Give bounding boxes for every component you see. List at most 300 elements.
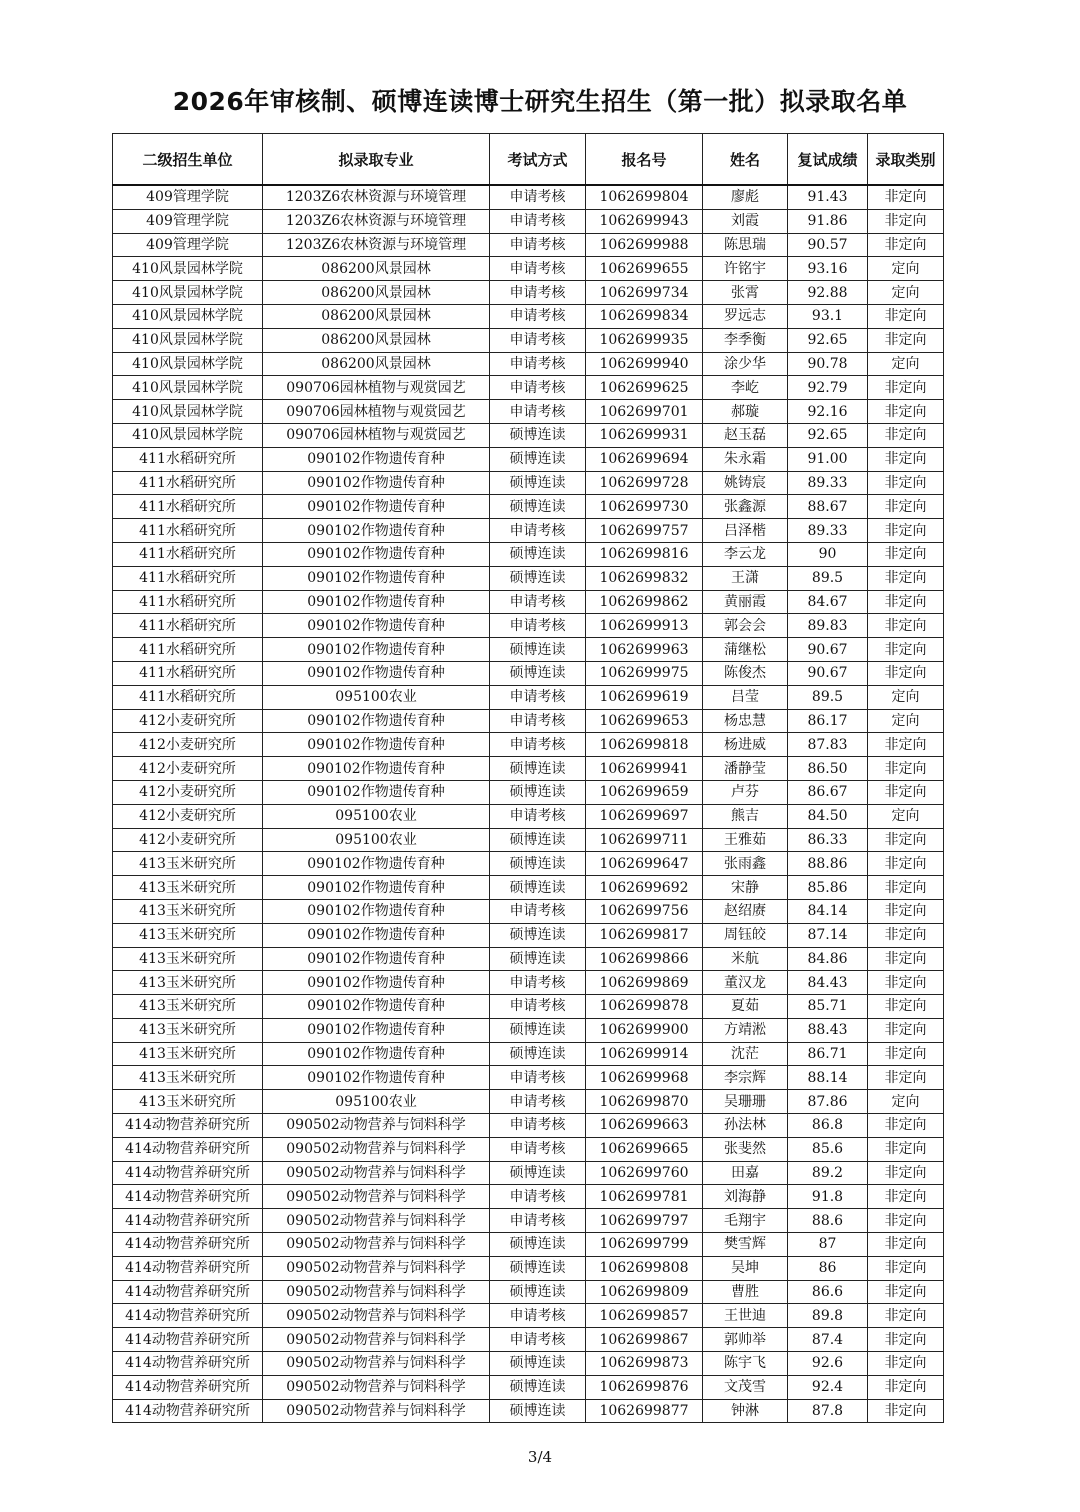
registration-number-cell: 1062699935: [586, 328, 703, 352]
exam-method-cell: 硕博连读: [490, 471, 586, 495]
exam-method-cell: 硕博连读: [490, 828, 586, 852]
score-cell: 91.86: [788, 209, 868, 233]
category-cell: 定向: [868, 352, 944, 376]
name-cell: 陈俊杰: [703, 661, 788, 685]
unit-cell: 411水稻研究所: [113, 590, 263, 614]
score-cell: 86.6: [788, 1280, 868, 1304]
major-cell: 1203Z6农林资源与环境管理: [263, 233, 490, 257]
table-row: [113, 304, 944, 328]
category-cell: 非定向: [868, 923, 944, 947]
registration-number-cell: 1062699797: [586, 1209, 703, 1233]
name-cell: 米航: [703, 947, 788, 971]
score-cell: 90.78: [788, 352, 868, 376]
exam-method-cell: 申请考核: [490, 400, 586, 424]
registration-number-cell: 1062699870: [586, 1090, 703, 1114]
document-title: 2026年审核制、硕博连读博士研究生招生（第一批）拟录取名单: [172, 87, 908, 116]
name-cell: 王潇: [703, 566, 788, 590]
major-cell: 090502动物营养与饲料科学: [263, 1114, 490, 1138]
unit-cell: 411水稻研究所: [113, 685, 263, 709]
registration-number-cell: 1062699975: [586, 661, 703, 685]
exam-method-cell: 硕博连读: [490, 1375, 586, 1399]
table-row: [113, 352, 944, 376]
table-row: [113, 1209, 944, 1233]
category-cell: 非定向: [868, 590, 944, 614]
category-cell: 非定向: [868, 1185, 944, 1209]
unit-cell: 409管理学院: [113, 233, 263, 257]
category-cell: 非定向: [868, 1328, 944, 1352]
unit-cell: 411水稻研究所: [113, 495, 263, 519]
table-row: [113, 1304, 944, 1328]
registration-number-cell: 1062699941: [586, 757, 703, 781]
unit-cell: 413玉米研究所: [113, 947, 263, 971]
unit-cell: 413玉米研究所: [113, 1066, 263, 1090]
score-cell: 88.43: [788, 1018, 868, 1042]
exam-method-cell: 硕博连读: [490, 1256, 586, 1280]
name-cell: 郭帅举: [703, 1328, 788, 1352]
unit-cell: 413玉米研究所: [113, 1042, 263, 1066]
registration-number-cell: 1062699692: [586, 876, 703, 900]
major-cell: 090102作物遗传育种: [263, 757, 490, 781]
table-row: [113, 1233, 944, 1257]
exam-method-cell: 申请考核: [490, 304, 586, 328]
score-cell: 87.86: [788, 1090, 868, 1114]
table-row: [113, 995, 944, 1019]
major-cell: 090102作物遗传育种: [263, 733, 490, 757]
registration-number-cell: 1062699988: [586, 233, 703, 257]
exam-method-cell: 硕博连读: [490, 1233, 586, 1257]
major-cell: 090502动物营养与饲料科学: [263, 1280, 490, 1304]
name-cell: 许铭宇: [703, 257, 788, 281]
major-cell: 090102作物遗传育种: [263, 519, 490, 543]
table-row: [113, 328, 944, 352]
score-cell: 86.8: [788, 1114, 868, 1138]
unit-cell: 410风景园林学院: [113, 423, 263, 447]
name-cell: 张雨鑫: [703, 852, 788, 876]
unit-cell: 414动物营养研究所: [113, 1328, 263, 1352]
exam-method-cell: 申请考核: [490, 899, 586, 923]
table-row: [113, 757, 944, 781]
name-cell: 张斐然: [703, 1137, 788, 1161]
exam-method-cell: 硕博连读: [490, 566, 586, 590]
table-row: [113, 1137, 944, 1161]
table-row: [113, 804, 944, 828]
score-cell: 89.5: [788, 566, 868, 590]
major-cell: 090502动物营养与饲料科学: [263, 1375, 490, 1399]
name-cell: 董汉龙: [703, 971, 788, 995]
registration-number-cell: 1062699653: [586, 709, 703, 733]
major-cell: 090102作物遗传育种: [263, 1018, 490, 1042]
major-cell: 090502动物营养与饲料科学: [263, 1328, 490, 1352]
name-cell: 陈宇飞: [703, 1352, 788, 1376]
exam-method-cell: 申请考核: [490, 685, 586, 709]
score-cell: 88.14: [788, 1066, 868, 1090]
category-cell: 定向: [868, 709, 944, 733]
unit-cell: 413玉米研究所: [113, 971, 263, 995]
score-cell: 84.14: [788, 899, 868, 923]
major-cell: 095100农业: [263, 804, 490, 828]
table-row: [113, 1328, 944, 1352]
unit-cell: 414动物营养研究所: [113, 1304, 263, 1328]
registration-number-cell: 1062699809: [586, 1280, 703, 1304]
score-cell: 88.67: [788, 495, 868, 519]
score-cell: 85.71: [788, 995, 868, 1019]
exam-method-cell: 申请考核: [490, 328, 586, 352]
unit-cell: 411水稻研究所: [113, 447, 263, 471]
major-cell: 090502动物营养与饲料科学: [263, 1233, 490, 1257]
category-cell: 非定向: [868, 1209, 944, 1233]
exam-method-cell: 硕博连读: [490, 757, 586, 781]
table-row: [113, 1352, 944, 1376]
score-cell: 90.67: [788, 638, 868, 662]
major-cell: 095100农业: [263, 828, 490, 852]
name-cell: 孙法林: [703, 1114, 788, 1138]
score-cell: 87.83: [788, 733, 868, 757]
registration-number-cell: 1062699757: [586, 519, 703, 543]
category-cell: 非定向: [868, 447, 944, 471]
table-row: [113, 471, 944, 495]
unit-cell: 414动物营养研究所: [113, 1209, 263, 1233]
major-cell: 090102作物遗传育种: [263, 852, 490, 876]
score-cell: 89.33: [788, 471, 868, 495]
unit-cell: 411水稻研究所: [113, 661, 263, 685]
unit-cell: 412小麦研究所: [113, 780, 263, 804]
major-cell: 090102作物遗传育种: [263, 614, 490, 638]
major-cell: 090102作物遗传育种: [263, 495, 490, 519]
unit-cell: 413玉米研究所: [113, 995, 263, 1019]
registration-number-cell: 1062699857: [586, 1304, 703, 1328]
column-header-category: 录取类别: [868, 134, 944, 186]
exam-method-cell: 申请考核: [490, 1137, 586, 1161]
exam-method-cell: 申请考核: [490, 233, 586, 257]
score-cell: 92.6: [788, 1352, 868, 1376]
major-cell: 090102作物遗传育种: [263, 971, 490, 995]
registration-number-cell: 1062699701: [586, 400, 703, 424]
registration-number-cell: 1062699804: [586, 185, 703, 209]
registration-number-cell: 1062699663: [586, 1114, 703, 1138]
score-cell: 92.65: [788, 423, 868, 447]
registration-number-cell: 1062699968: [586, 1066, 703, 1090]
score-cell: 85.86: [788, 876, 868, 900]
registration-number-cell: 1062699728: [586, 471, 703, 495]
major-cell: 090502动物营养与饲料科学: [263, 1209, 490, 1233]
score-cell: 91.43: [788, 185, 868, 209]
name-cell: 夏茹: [703, 995, 788, 1019]
category-cell: 非定向: [868, 542, 944, 566]
table-row: [113, 423, 944, 447]
score-cell: 89.2: [788, 1161, 868, 1185]
registration-number-cell: 1062699711: [586, 828, 703, 852]
registration-number-cell: 1062699818: [586, 733, 703, 757]
unit-cell: 409管理学院: [113, 185, 263, 209]
unit-cell: 410风景园林学院: [113, 304, 263, 328]
category-cell: 非定向: [868, 661, 944, 685]
category-cell: 非定向: [868, 757, 944, 781]
category-cell: 非定向: [868, 566, 944, 590]
score-cell: 91.8: [788, 1185, 868, 1209]
category-cell: 定向: [868, 804, 944, 828]
column-header-registration-number: 报名号: [586, 134, 703, 186]
registration-number-cell: 1062699867: [586, 1328, 703, 1352]
unit-cell: 410风景园林学院: [113, 400, 263, 424]
registration-number-cell: 1062699619: [586, 685, 703, 709]
registration-number-cell: 1062699799: [586, 1233, 703, 1257]
registration-number-cell: 1062699625: [586, 376, 703, 400]
unit-cell: 413玉米研究所: [113, 923, 263, 947]
column-header-score: 复试成绩: [788, 134, 868, 186]
major-cell: 090102作物遗传育种: [263, 471, 490, 495]
score-cell: 89.33: [788, 519, 868, 543]
major-cell: 090102作物遗传育种: [263, 899, 490, 923]
table-row: [113, 185, 944, 209]
score-cell: 89.83: [788, 614, 868, 638]
table-row: [113, 661, 944, 685]
registration-number-cell: 1062699963: [586, 638, 703, 662]
table-row: [113, 780, 944, 804]
unit-cell: 411水稻研究所: [113, 638, 263, 662]
exam-method-cell: 硕博连读: [490, 1161, 586, 1185]
unit-cell: 410风景园林学院: [113, 257, 263, 281]
registration-number-cell: 1062699931: [586, 423, 703, 447]
unit-cell: 414动物营养研究所: [113, 1137, 263, 1161]
unit-cell: 413玉米研究所: [113, 852, 263, 876]
exam-method-cell: 硕博连读: [490, 1399, 586, 1423]
exam-method-cell: 申请考核: [490, 519, 586, 543]
category-cell: 非定向: [868, 971, 944, 995]
unit-cell: 414动物营养研究所: [113, 1233, 263, 1257]
category-cell: 非定向: [868, 1233, 944, 1257]
major-cell: 090102作物遗传育种: [263, 876, 490, 900]
exam-method-cell: 硕博连读: [490, 1018, 586, 1042]
unit-cell: 412小麦研究所: [113, 828, 263, 852]
registration-number-cell: 1062699756: [586, 899, 703, 923]
exam-method-cell: 申请考核: [490, 1185, 586, 1209]
major-cell: 090502动物营养与饲料科学: [263, 1185, 490, 1209]
admission-list-table: [112, 133, 944, 1423]
table-row: [113, 638, 944, 662]
category-cell: 非定向: [868, 733, 944, 757]
column-header-unit: 二级招生单位: [113, 134, 263, 186]
score-cell: 90: [788, 542, 868, 566]
table-row: [113, 1256, 944, 1280]
major-cell: 090706园林植物与观赏园艺: [263, 376, 490, 400]
table-row: [113, 1066, 944, 1090]
score-cell: 86.50: [788, 757, 868, 781]
score-cell: 92.65: [788, 328, 868, 352]
unit-cell: 410风景园林学院: [113, 328, 263, 352]
exam-method-cell: 硕博连读: [490, 423, 586, 447]
category-cell: 非定向: [868, 1137, 944, 1161]
exam-method-cell: 硕博连读: [490, 542, 586, 566]
table-body: [113, 185, 944, 1423]
name-cell: 吕莹: [703, 685, 788, 709]
registration-number-cell: 1062699866: [586, 947, 703, 971]
name-cell: 赵绍赓: [703, 899, 788, 923]
exam-method-cell: 申请考核: [490, 590, 586, 614]
column-header-major: 拟录取专业: [263, 134, 490, 186]
table-row: [113, 281, 944, 305]
name-cell: 吴珊珊: [703, 1090, 788, 1114]
major-cell: 090102作物遗传育种: [263, 638, 490, 662]
unit-cell: 413玉米研究所: [113, 1018, 263, 1042]
category-cell: 非定向: [868, 423, 944, 447]
registration-number-cell: 1062699914: [586, 1042, 703, 1066]
unit-cell: 414动物营养研究所: [113, 1256, 263, 1280]
category-cell: 非定向: [868, 876, 944, 900]
table-row: [113, 495, 944, 519]
category-cell: 非定向: [868, 495, 944, 519]
score-cell: 84.86: [788, 947, 868, 971]
score-cell: 90.67: [788, 661, 868, 685]
exam-method-cell: 硕博连读: [490, 447, 586, 471]
registration-number-cell: 1062699832: [586, 566, 703, 590]
table-row: [113, 209, 944, 233]
score-cell: 89.5: [788, 685, 868, 709]
score-cell: 86: [788, 1256, 868, 1280]
score-cell: 84.43: [788, 971, 868, 995]
unit-cell: 414动物营养研究所: [113, 1280, 263, 1304]
score-cell: 92.88: [788, 281, 868, 305]
major-cell: 1203Z6农林资源与环境管理: [263, 185, 490, 209]
name-cell: 田嘉: [703, 1161, 788, 1185]
category-cell: 非定向: [868, 328, 944, 352]
category-cell: 非定向: [868, 780, 944, 804]
exam-method-cell: 硕博连读: [490, 780, 586, 804]
category-cell: 非定向: [868, 1375, 944, 1399]
registration-number-cell: 1062699940: [586, 352, 703, 376]
category-cell: 非定向: [868, 852, 944, 876]
name-cell: 钟淋: [703, 1399, 788, 1423]
registration-number-cell: 1062699697: [586, 804, 703, 828]
unit-cell: 414动物营养研究所: [113, 1352, 263, 1376]
unit-cell: 414动物营养研究所: [113, 1161, 263, 1185]
major-cell: 090102作物遗传育种: [263, 1066, 490, 1090]
score-cell: 91.00: [788, 447, 868, 471]
unit-cell: 410风景园林学院: [113, 376, 263, 400]
registration-number-cell: 1062699869: [586, 971, 703, 995]
unit-cell: 411水稻研究所: [113, 519, 263, 543]
score-cell: 92.79: [788, 376, 868, 400]
registration-number-cell: 1062699647: [586, 852, 703, 876]
table-row: [113, 1042, 944, 1066]
exam-method-cell: 申请考核: [490, 1114, 586, 1138]
unit-cell: 414动物营养研究所: [113, 1375, 263, 1399]
category-cell: 非定向: [868, 1352, 944, 1376]
category-cell: 非定向: [868, 1114, 944, 1138]
major-cell: 090706园林植物与观赏园艺: [263, 400, 490, 424]
score-cell: 86.17: [788, 709, 868, 733]
registration-number-cell: 1062699694: [586, 447, 703, 471]
major-cell: 090102作物遗传育种: [263, 661, 490, 685]
major-cell: 090102作物遗传育种: [263, 947, 490, 971]
exam-method-cell: 申请考核: [490, 185, 586, 209]
category-cell: 非定向: [868, 947, 944, 971]
table-row: [113, 733, 944, 757]
registration-number-cell: 1062699781: [586, 1185, 703, 1209]
name-cell: 潘静莹: [703, 757, 788, 781]
major-cell: 095100农业: [263, 1090, 490, 1114]
major-cell: 090102作物遗传育种: [263, 590, 490, 614]
name-cell: 卢芬: [703, 780, 788, 804]
table-row: [113, 376, 944, 400]
exam-method-cell: 硕博连读: [490, 1042, 586, 1066]
major-cell: 090102作物遗传育种: [263, 709, 490, 733]
table-header-row: [113, 134, 944, 186]
major-cell: 095100农业: [263, 685, 490, 709]
exam-method-cell: 申请考核: [490, 1090, 586, 1114]
table-row: [113, 1185, 944, 1209]
major-cell: 090502动物营养与饲料科学: [263, 1304, 490, 1328]
major-cell: 086200风景园林: [263, 304, 490, 328]
exam-method-cell: 申请考核: [490, 1209, 586, 1233]
exam-method-cell: 申请考核: [490, 733, 586, 757]
unit-cell: 413玉米研究所: [113, 876, 263, 900]
unit-cell: 411水稻研究所: [113, 471, 263, 495]
exam-method-cell: 申请考核: [490, 1066, 586, 1090]
table-row: [113, 1280, 944, 1304]
table-row: [113, 709, 944, 733]
score-cell: 89.8: [788, 1304, 868, 1328]
exam-method-cell: 申请考核: [490, 281, 586, 305]
major-cell: 090502动物营养与饲料科学: [263, 1352, 490, 1376]
score-cell: 85.6: [788, 1137, 868, 1161]
name-cell: 毛翔宇: [703, 1209, 788, 1233]
table-row: [113, 400, 944, 424]
score-cell: 87.14: [788, 923, 868, 947]
major-cell: 1203Z6农林资源与环境管理: [263, 209, 490, 233]
exam-method-cell: 硕博连读: [490, 852, 586, 876]
exam-method-cell: 硕博连读: [490, 638, 586, 662]
table-row: [113, 899, 944, 923]
registration-number-cell: 1062699817: [586, 923, 703, 947]
name-cell: 宋静: [703, 876, 788, 900]
major-cell: 090102作物遗传育种: [263, 923, 490, 947]
name-cell: 王雅茹: [703, 828, 788, 852]
exam-method-cell: 申请考核: [490, 804, 586, 828]
exam-method-cell: 硕博连读: [490, 1352, 586, 1376]
category-cell: 非定向: [868, 519, 944, 543]
name-cell: 方靖淞: [703, 1018, 788, 1042]
name-cell: 杨进威: [703, 733, 788, 757]
name-cell: 周钰皎: [703, 923, 788, 947]
name-cell: 杨忠慧: [703, 709, 788, 733]
registration-number-cell: 1062699862: [586, 590, 703, 614]
table-row: [113, 614, 944, 638]
table-row: [113, 923, 944, 947]
name-cell: 刘海静: [703, 1185, 788, 1209]
name-cell: 李季衡: [703, 328, 788, 352]
score-cell: 87: [788, 1233, 868, 1257]
table-row: [113, 1399, 944, 1423]
score-cell: 86.33: [788, 828, 868, 852]
score-cell: 88.6: [788, 1209, 868, 1233]
exam-method-cell: 硕博连读: [490, 923, 586, 947]
major-cell: 090502动物营养与饲料科学: [263, 1399, 490, 1423]
exam-method-cell: 硕博连读: [490, 876, 586, 900]
registration-number-cell: 1062699876: [586, 1375, 703, 1399]
unit-cell: 410风景园林学院: [113, 352, 263, 376]
table-row: [113, 1114, 944, 1138]
registration-number-cell: 1062699734: [586, 281, 703, 305]
name-cell: 张鑫源: [703, 495, 788, 519]
table-row: [113, 447, 944, 471]
name-cell: 刘霞: [703, 209, 788, 233]
name-cell: 张霄: [703, 281, 788, 305]
table-row: [113, 1090, 944, 1114]
name-cell: 樊雪辉: [703, 1233, 788, 1257]
name-cell: 熊吉: [703, 804, 788, 828]
exam-method-cell: 申请考核: [490, 352, 586, 376]
name-cell: 姚铸宸: [703, 471, 788, 495]
